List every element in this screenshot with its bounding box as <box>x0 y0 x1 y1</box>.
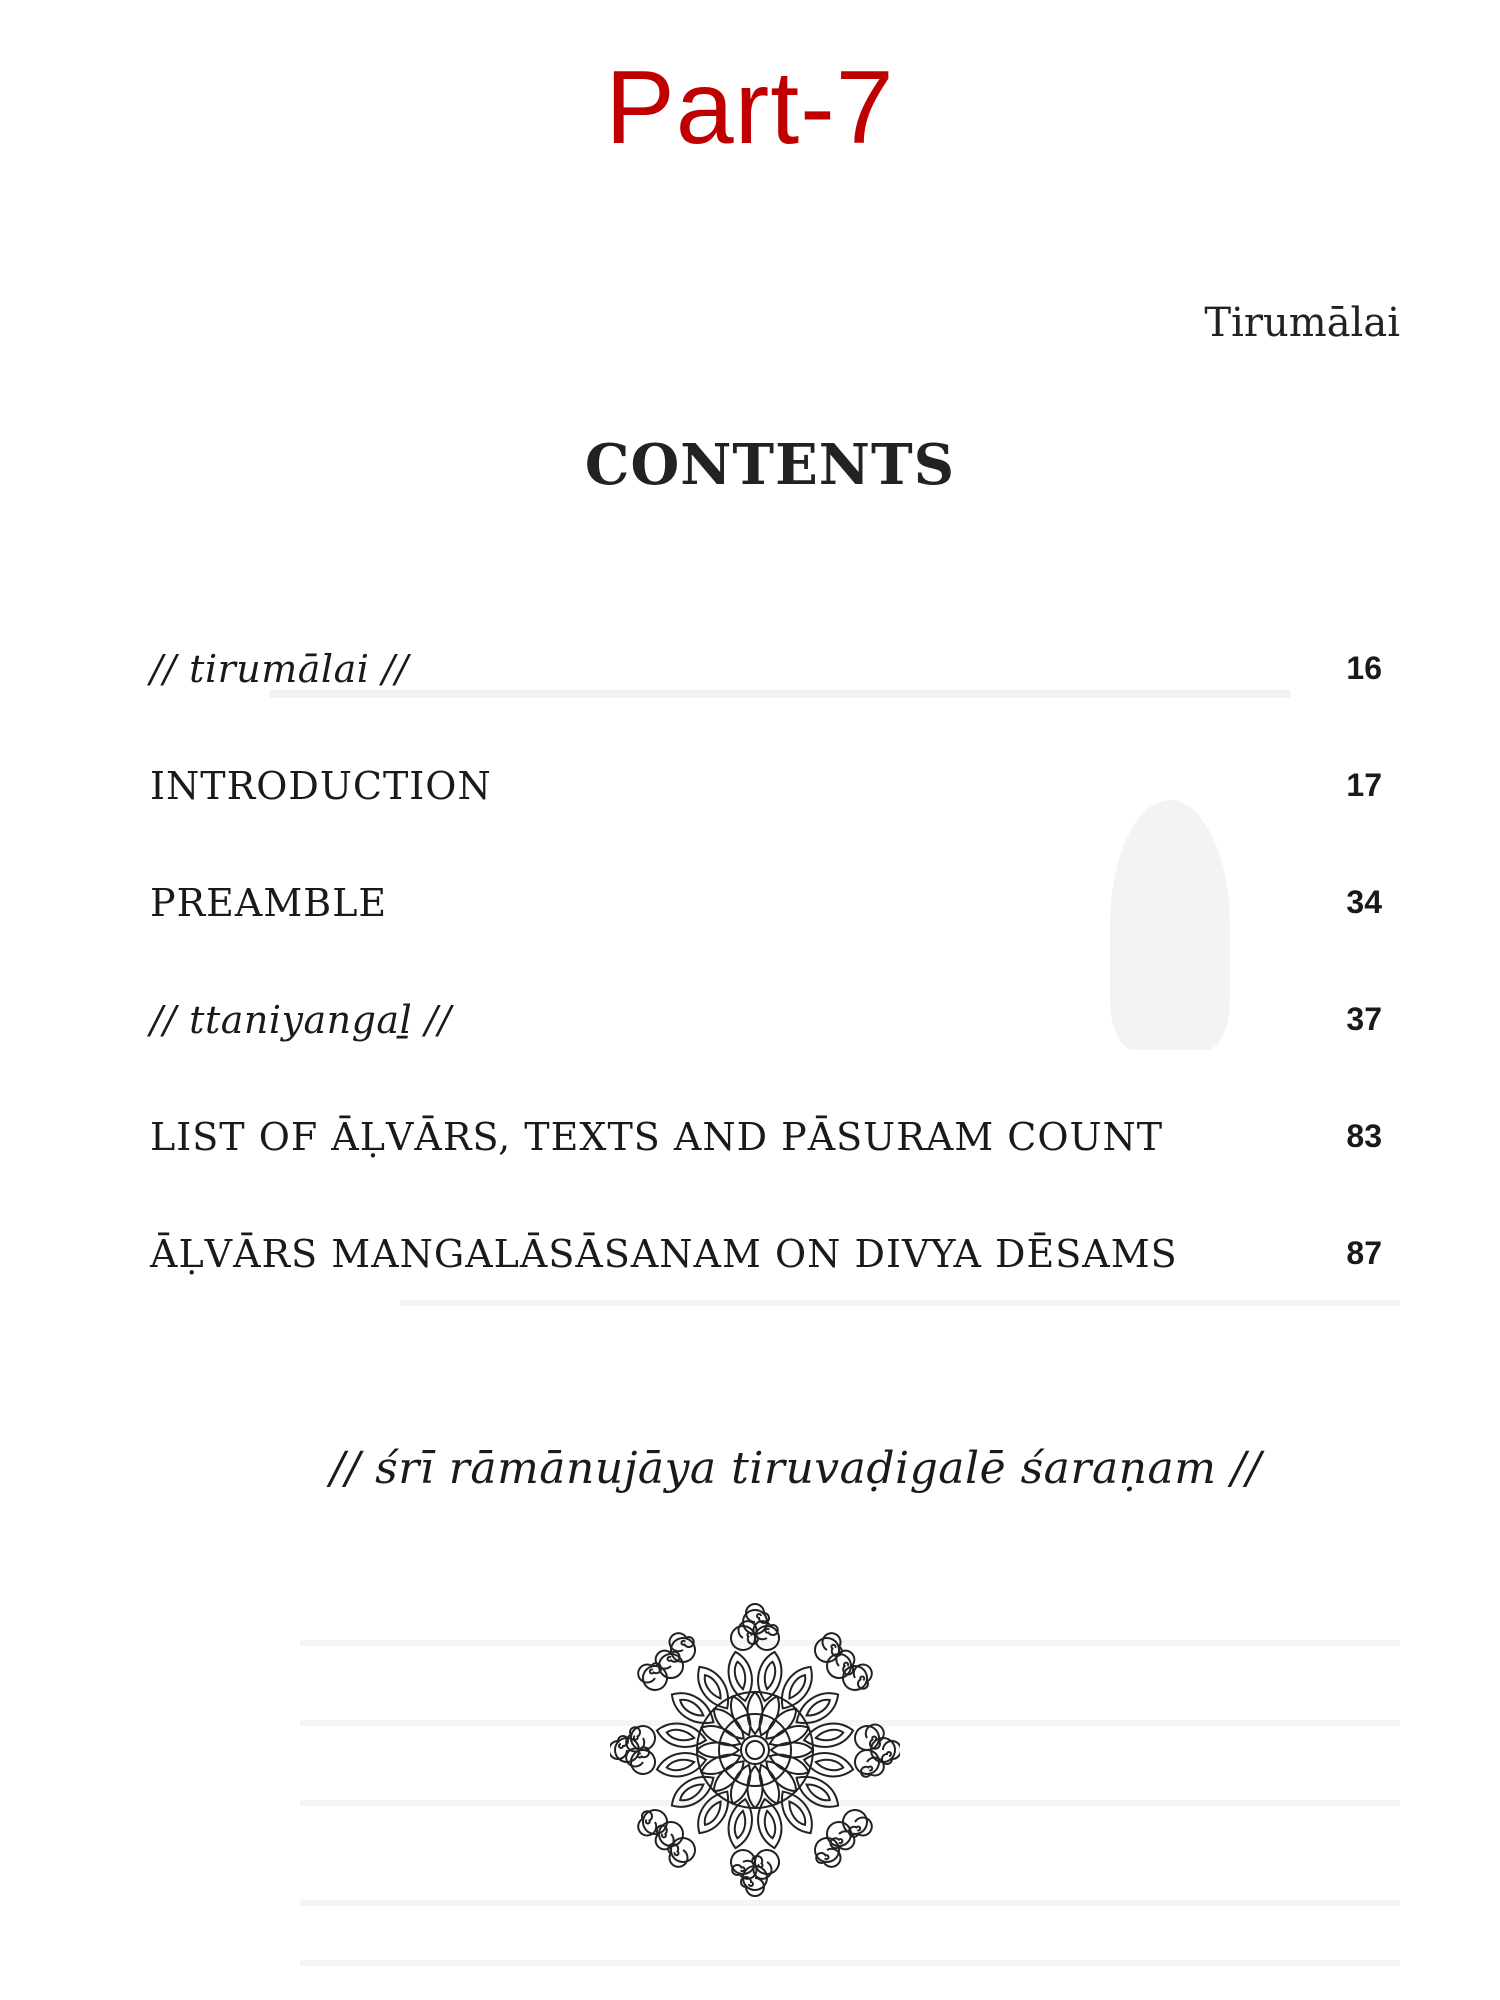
contents-title: CONTENTS <box>584 432 956 498</box>
toc-entry-page: 87 <box>1346 1235 1382 1271</box>
running-head: Tirumālai <box>1204 300 1400 346</box>
toc-entry-page: 34 <box>1346 884 1382 920</box>
table-of-contents <box>150 610 1390 1312</box>
toc-entry-title: ĀḶVĀRS MANGALĀSĀSANAM ON DIVYA DĒSAMS <box>150 1231 1178 1276</box>
toc-row <box>150 844 1390 961</box>
toc-entry-title: LIST OF ĀḶVĀRS, TEXTS AND PĀSURAM COUNT <box>150 1114 1164 1159</box>
toc-entry-title: INTRODUCTION <box>150 763 492 808</box>
toc-entry-title: // ttaniyangaḻ // <box>150 997 452 1042</box>
mandala-flower-icon <box>610 1600 900 1900</box>
toc-entry-page: 17 <box>1346 767 1382 803</box>
toc-row <box>150 727 1390 844</box>
part-heading: Part-7 <box>605 50 895 166</box>
toc-entry-title: // tirumālai // <box>150 646 409 691</box>
toc-entry-page: 16 <box>1346 650 1382 686</box>
toc-row <box>150 1195 1390 1312</box>
toc-row <box>150 1078 1390 1195</box>
toc-entry-title: PREAMBLE <box>150 880 388 925</box>
invocation-line: // śrī rāmānujāya tiruvaḍigalē śaraṇam // <box>330 1443 1262 1494</box>
toc-row <box>150 610 1390 727</box>
toc-entry-page: 83 <box>1346 1118 1382 1154</box>
toc-entry-page: 37 <box>1346 1001 1382 1037</box>
toc-row <box>150 961 1390 1078</box>
